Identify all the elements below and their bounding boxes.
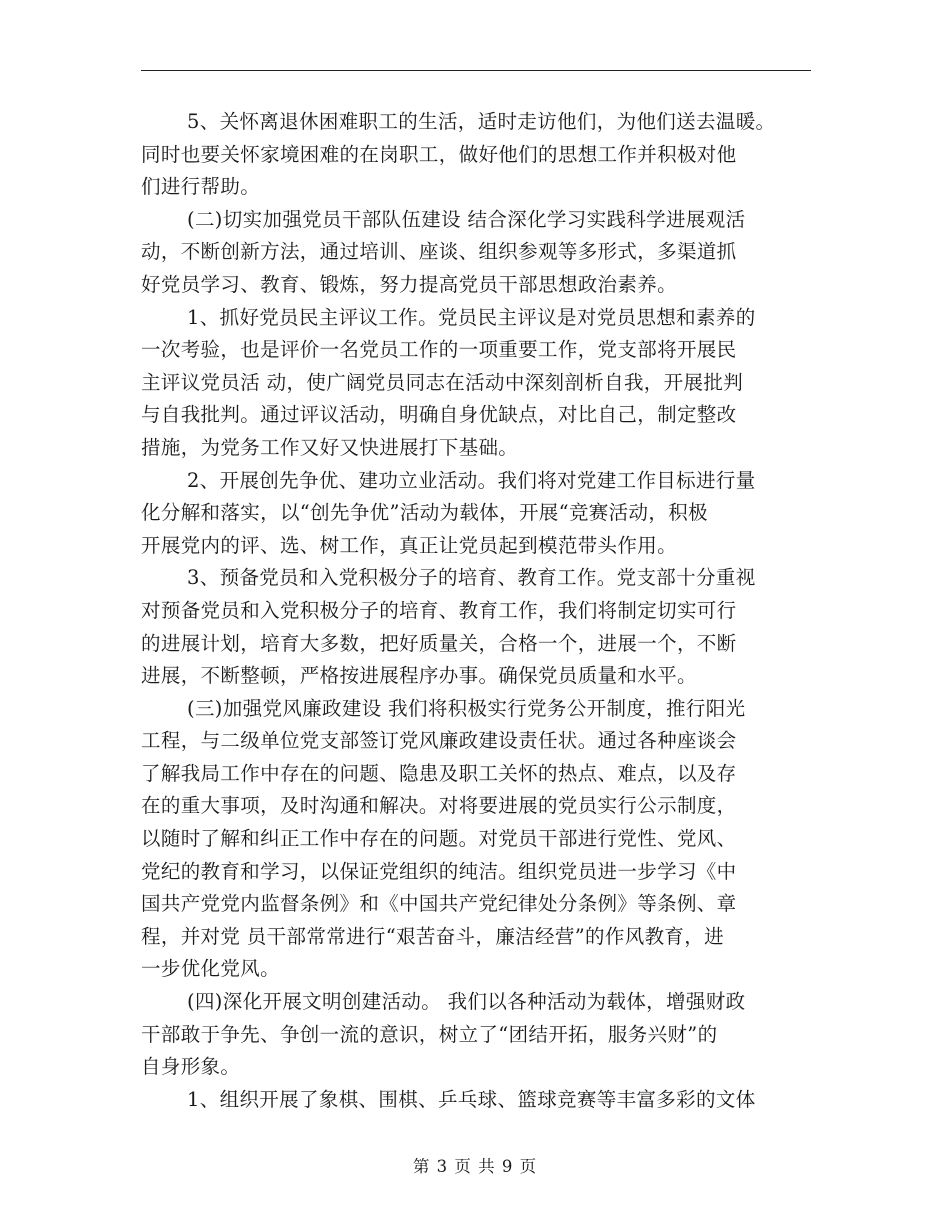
text-line: 与自我批判。通过评议活动，明确自身优缺点，对比自己，制定整改: [141, 403, 737, 427]
text-line: 对预备党员和入党积极分子的培育、教育工作，我们将制定切实可行: [141, 598, 737, 622]
text-line: 主评议党员活 动，使广阔党员同志在活动中深刻剖析自我，开展批判: [141, 370, 744, 394]
text-line: 一次考验，也是评价一名党员工作的一项重要工作，党支部将开展民: [141, 338, 737, 362]
text-line: 3、预备党员和入党积极分子的培育、教育工作。党支部十分重视: [187, 566, 756, 590]
text-line: 好党员学习、教育、锻炼，努力提高党员干部思想政治素养。: [141, 272, 677, 296]
text-line: 一步优化党风。: [141, 957, 280, 981]
text-line: 5、关怀离退休困难职工的生活，适时走访他们，为他们送去温暖。: [187, 110, 776, 133]
text-line: 化分解和落实，以“创先争优”活动为载体，开展“竞赛活动，积极: [141, 501, 708, 525]
text-line: (二)切实加强党员干部队伍建设 结合深化学习实践科学进展观活: [187, 207, 746, 231]
text-line: 干部敢于争先、争创一流的意识，树立了“团结开拓，服务兴财”的: [141, 1022, 718, 1046]
header-rule: [141, 70, 811, 71]
text-line: (三)加强党风廉政建设 我们将积极实行党务公开制度，推行阳光: [187, 696, 746, 720]
text-line: 工程，与二级单位党支部签订党风廉政建设责任状。通过各种座谈会: [141, 729, 737, 753]
text-line: 以随时了解和纠正工作中存在的问题。对党员干部进行党性、党风、: [141, 827, 737, 851]
document-body: [141, 106, 813, 1116]
text-line: 了解我局工作中存在的问题、隐患及职工关怀的热点、难点，以及存: [141, 761, 737, 785]
text-line: 1、抓好党员民主评议工作。党员民主评议是对党员思想和素养的: [187, 305, 756, 329]
text-line: 进展，不断整顿，严格按进展程序办事。确保党员质量和水平。: [141, 664, 697, 688]
text-line: 国共产党党内监督条例》和《中国共产党纪律处分条例》等条例、章: [141, 892, 737, 916]
text-line: 党纪的教育和学习，以保证党组织的纯洁。组织党员进一步学习《中: [141, 859, 737, 883]
text-line: 1、组织开展了象棋、围棋、乒乓球、篮球竞赛等丰富多彩的文体: [187, 1087, 756, 1111]
text-line: (四)深化开展文明创建活动。 我们以各种活动为载体，增强财政: [187, 990, 746, 1014]
text-line: 措施，为党务工作又好又快进展打下基础。: [141, 435, 519, 459]
text-line: 程，并对党 员干部常常进行“艰苦奋斗，廉洁经营”的作风教育，进: [141, 924, 724, 948]
text-line: 的进展计划，培育大多数，把好质量关，合格一个，进展一个，不断: [141, 631, 737, 655]
text-line: 开展党内的评、选、树工作，真正让党员起到模范带头作用。: [141, 533, 677, 557]
text-line: 自身形象。: [141, 1055, 241, 1079]
text-line: 2、开展创先争优、建功立业活动。我们将对党建工作目标进行量: [187, 468, 756, 492]
page-footer: 第 3 页 共 9 页: [412, 1157, 538, 1176]
text-line: 们进行帮助。: [141, 175, 261, 199]
text-line: 同时也要关怀家境困难的在岗职工，做好他们的思想工作并积极对他: [141, 142, 737, 166]
text-line: 在的重大事项，及时沟通和解决。对将要进展的党员实行公示制度，: [141, 794, 737, 818]
text-line: 动，不断创新方法，通过培训、座谈、组织参观等多形式，多渠道抓: [141, 240, 737, 264]
